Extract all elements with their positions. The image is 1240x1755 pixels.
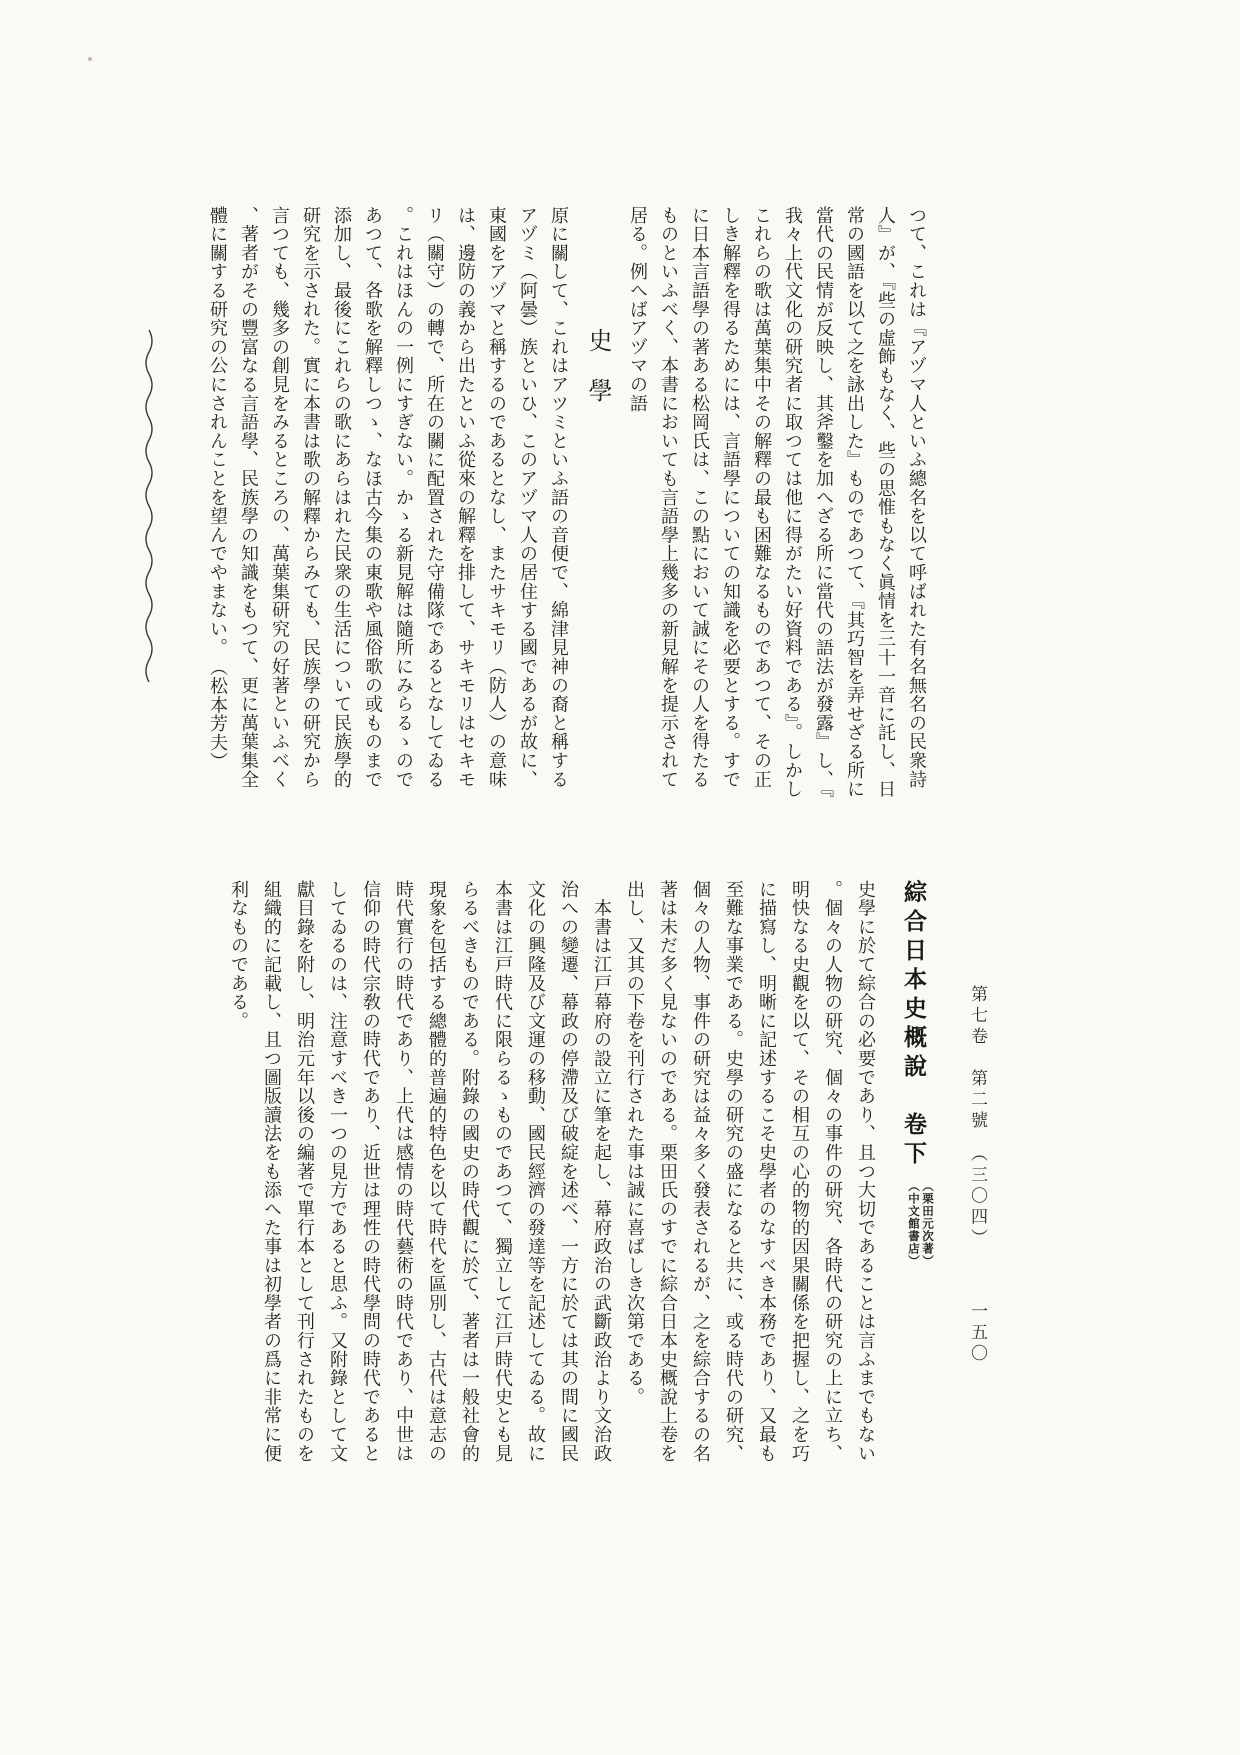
book-title-note bbox=[906, 1180, 934, 1268]
book-title: 綜合日本史概說 卷下 bbox=[901, 880, 926, 1170]
page-number-label: 一五〇 bbox=[968, 1301, 987, 1365]
upper-review-text-right: つて、これは『アヅマ人といふ總名を以て呼ばれた有名無名の民衆詩人』が、『些の虛飾もなく、些の思惟もなく眞情を三十一音に託し、日常の國語を以て之を詠出した』ものであつて、『其巧智を弄せざる所に當代の民情が反映し、其斧鑿を加へざる所に當代の語法が發露』し、『我々上代文化の研究者に取つては他に得がたい好資料である』。しかしこれらの歌は萬葉集中その解釋の最も困難なるものであつて、その正しき解釋を得るためには、言語學についての知識を必要とする。すでに日本言語學の著ある松岡氏は、この點において誠にその人を得たるものといふべく、本書においても言語學上幾多の新見解を提示されて居る。例へばアヅマの語 bbox=[628, 206, 927, 799]
margin-squiggle-mark bbox=[142, 330, 156, 682]
book-title-column bbox=[886, 880, 940, 1470]
lower-review-paragraph-1: 史學に於て綜合の必要であり、且つ大切であることは言ふまでもない。個々の人物の研究、個々の事件の研究、各時代の研究の上に立ち、明快なる史觀を以て、その相互の心的物的因果關係を把握し、之を巧に描寫し、明晰に記述するこそ史學者のなすべき本務であり、又最も至難な事業である。史學の研究の盛になると共に、或る時代の研究、個々の人物、事件の研究は益々多く發表されるが、之を綜合するの名著は未だ多く見ないのである。栗田氏のすでに綜合日本史概說上卷を出し、又其の下卷を刊行された事は誠に喜ばしき次第である。 bbox=[625, 880, 876, 1463]
running-head-strip bbox=[574, 206, 620, 802]
upper-review-text-left-body: 原に關して、これはアツミといふ語の音便で、綿津見神の裔と稱するアヅミ（阿曇）族といひ、このアヅマ人の居住する國であるが故に、東國をアヅマと稱するのであるとなし、またサキモリ（防人）の意味は、邊防の義から出たといふ從來の解釋を排して、サキモリはセキモリ（關守）の轉で、所在の關に配置された守備隊であるとなしてゐる。これはほんの一例にすぎない。かゝる新見解は隨所にみらるゝのであつて、各歌を解釋しつゝ、なほ古今集の東歌や風俗歌の或ものまで添加し、最後にこれらの歌にあらはれた民衆の生活について民族學的研究を示された。實に本書は歌の解釋からみても、民族學の研究から言つても、幾多の創見をみるところの、萬葉集研究の好著といふべく、著者がその豐富なる言語學、民族學の知識をもつて、更に萬葉集全體に關する研究の公にされんことを望んでやまない。 bbox=[208, 206, 569, 789]
book-title-note-author: （栗田元次著） bbox=[921, 1180, 933, 1268]
page-margin-info bbox=[962, 985, 992, 1525]
issue-number-label: 第七卷 第二號 （三〇四） bbox=[968, 985, 987, 1250]
upper-review-text-left bbox=[170, 206, 574, 802]
reviewer-signature: （松本芳夫） bbox=[208, 667, 228, 772]
journal-title-running-head: 史學 bbox=[584, 328, 610, 428]
lower-review-paragraph-2: 本書は江戸幕府の設立に筆を起し、幕府政治の武斷政治より文治政治への變遷、幕政の停滯及び破綻を述べ、一方に於ては其の間に國民文化の興隆及び文運の移動、國民經濟の發達等を記述してゐる。故に本書は江戸時代に限らるゝものであつて、獨立して江戸時代史とも見らるべきものである。附錄の國史の時代觀に於て、著者は一般社會的現象を包括する總體的普遍的特色を以て時代を區別し、古代は意志の時代實行の時代であり、上代は感情の時代藝術の時代であり、中世は信仰の時代宗敎の時代であり、近世は理性の時代學問の時代であるとしてゐるのは、注意すべき一つの見方であると思ふ。又附錄として文獻目錄を附し、明治元年以後の編著で單行本として刊行されたものを組織的に記載し、且つ圖版讀法をも添へた事は初學者の爲に非常に便利なものである。 bbox=[229, 880, 612, 1463]
lower-review-body bbox=[138, 880, 882, 1470]
book-title-note-publisher: （中文館書店） bbox=[907, 1180, 919, 1268]
scan-speck bbox=[88, 57, 92, 61]
